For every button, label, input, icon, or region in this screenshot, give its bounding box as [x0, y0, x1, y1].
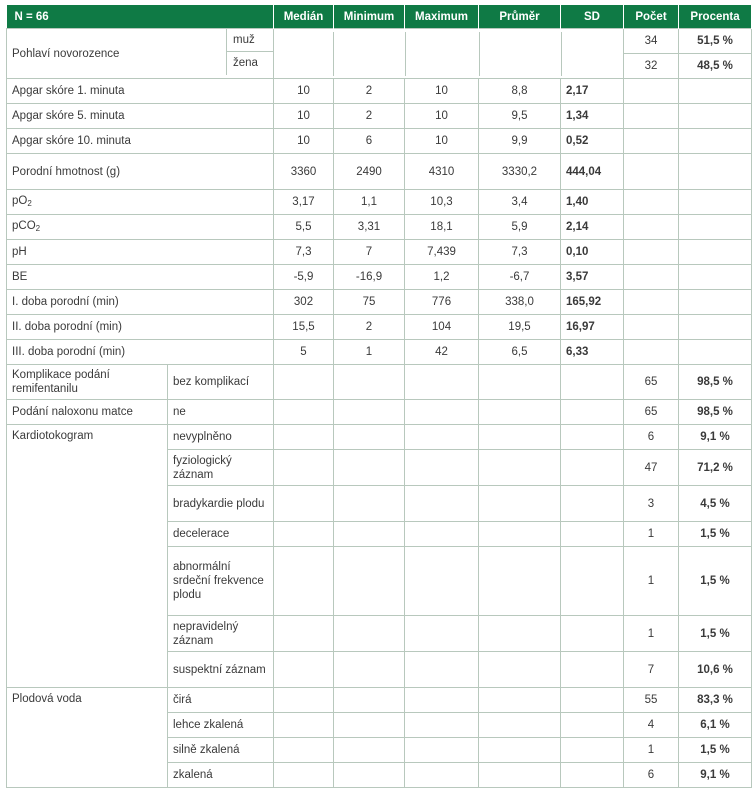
percent-cell: 98,5 %	[679, 365, 752, 400]
mean-cell: 8,8	[479, 79, 561, 104]
max-cell: 776	[405, 290, 479, 315]
median-cell: 7,3	[274, 240, 334, 265]
median-cell: 5,5	[274, 215, 334, 240]
percent-cell: 1,5 %	[679, 738, 752, 763]
sub-label: lehce zkalená	[168, 713, 274, 738]
percent-cell: 51,5 %	[679, 29, 752, 54]
max-cell: 10,3	[405, 190, 479, 215]
min-cell: 3,31	[334, 215, 405, 240]
header-median: Medián	[274, 5, 334, 29]
count-cell: 55	[624, 688, 679, 713]
table-row	[7, 265, 752, 290]
row-label: III. doba porodní (min)	[7, 340, 274, 365]
count-cell	[624, 340, 679, 365]
row-label	[7, 190, 274, 215]
percent-cell	[679, 79, 752, 104]
percent-cell: 4,5 %	[679, 486, 752, 522]
mean-cell: 7,3	[479, 240, 561, 265]
row-label: Kardiotokogram	[7, 425, 168, 688]
row-label: Plodová voda	[7, 688, 168, 788]
header-percent: Procenta	[679, 5, 752, 29]
header-sd: SD	[561, 5, 624, 29]
categorical-table	[6, 364, 752, 788]
header-mean: Průměr	[479, 5, 561, 29]
max-cell: 10	[405, 129, 479, 154]
sub-label: fyziologický záznam	[168, 450, 274, 486]
sub-label: muž	[227, 29, 274, 52]
sd-cell: 2,17	[561, 79, 624, 104]
sd-cell: 1,40	[561, 190, 624, 215]
sub-label: decelerace	[168, 522, 274, 547]
min-cell: 2	[334, 104, 405, 129]
min-cell: 2	[334, 79, 405, 104]
percent-cell	[679, 315, 752, 340]
median-cell: 10	[274, 104, 334, 129]
count-cell	[624, 154, 679, 190]
mean-cell: 3,4	[479, 190, 561, 215]
percent-cell	[679, 190, 752, 215]
sd-cell: 0,52	[561, 129, 624, 154]
percent-cell	[679, 265, 752, 290]
percent-cell: 10,6 %	[679, 652, 752, 688]
median-cell: 302	[274, 290, 334, 315]
percent-cell	[679, 290, 752, 315]
percent-cell: 71,2 %	[679, 450, 752, 486]
count-cell: 1	[624, 547, 679, 616]
count-cell: 1	[624, 616, 679, 652]
sub-label: žena	[233, 57, 258, 69]
row-label: BE	[7, 265, 274, 290]
sub-label: ne	[168, 400, 274, 425]
count-cell: 1	[624, 522, 679, 547]
row-label: Podání naloxonu matce	[7, 400, 168, 425]
row-label: Apgar skóre 5. minuta	[7, 104, 274, 129]
table-row	[7, 340, 752, 365]
sub-label: nepravidelný záznam	[168, 616, 274, 652]
row-label: Apgar skóre 10. minuta	[7, 129, 274, 154]
table-row	[7, 240, 752, 265]
percent-cell: 6,1 %	[679, 713, 752, 738]
mean-cell: 9,9	[479, 129, 561, 154]
count-cell: 65	[624, 365, 679, 400]
subscript: 2	[27, 198, 32, 208]
row-label: Porodní hmotnost (g)	[7, 154, 274, 190]
percent-cell: 1,5 %	[679, 547, 752, 616]
percent-cell: 98,5 %	[679, 400, 752, 425]
sd-cell: 1,34	[561, 104, 624, 129]
table-row	[7, 190, 752, 215]
table-row	[7, 29, 752, 54]
sd-cell: 16,97	[561, 315, 624, 340]
count-cell: 65	[624, 400, 679, 425]
count-cell: 32	[624, 54, 679, 79]
count-cell: 3	[624, 486, 679, 522]
sd-cell: 165,92	[561, 290, 624, 315]
percent-cell	[679, 154, 752, 190]
count-cell: 34	[624, 29, 679, 54]
sub-label: suspektní záznam	[168, 652, 274, 688]
count-cell	[624, 265, 679, 290]
table-row	[7, 290, 752, 315]
count-cell	[624, 215, 679, 240]
mean-cell: 3330,2	[479, 154, 561, 190]
sd-cell: 6,33	[561, 340, 624, 365]
min-cell: 75	[334, 290, 405, 315]
sub-label: nevyplněno	[168, 425, 274, 450]
count-cell	[624, 290, 679, 315]
mean-cell: 6,5	[479, 340, 561, 365]
data-table-container	[6, 5, 751, 788]
row-label	[7, 215, 274, 240]
count-cell	[624, 129, 679, 154]
count-cell: 6	[624, 763, 679, 788]
row-label-text: Pohlaví novorozence	[12, 47, 120, 60]
table-row	[7, 215, 752, 240]
sub-label: silně zkalená	[168, 738, 274, 763]
min-cell: 6	[334, 129, 405, 154]
count-cell: 4	[624, 713, 679, 738]
percent-cell	[679, 215, 752, 240]
count-cell	[624, 315, 679, 340]
header-row	[7, 5, 752, 29]
sd-cell: 444,04	[561, 154, 624, 190]
sex-sub-column	[226, 29, 274, 75]
median-cell: 3,17	[274, 190, 334, 215]
mean-cell: 5,9	[479, 215, 561, 240]
sub-label: čirá	[168, 688, 274, 713]
row-label-text: pCO	[12, 219, 36, 232]
median-cell: -5,9	[274, 265, 334, 290]
table-row	[7, 154, 752, 190]
table-row	[7, 365, 752, 400]
median-cell: 5	[274, 340, 334, 365]
count-cell	[624, 240, 679, 265]
table-row	[7, 129, 752, 154]
max-cell: 18,1	[405, 215, 479, 240]
count-cell	[624, 104, 679, 129]
sd-cell: 0,10	[561, 240, 624, 265]
header-maximum: Maximum	[405, 5, 479, 29]
row-label: Apgar skóre 1. minuta	[7, 79, 274, 104]
sub-label: zkalená	[168, 763, 274, 788]
sd-cell: 2,14	[561, 215, 624, 240]
table-row	[7, 688, 752, 713]
count-cell	[624, 190, 679, 215]
max-cell: 10	[405, 104, 479, 129]
statistics-table-body	[6, 78, 752, 365]
header-n: N = 66	[7, 5, 274, 29]
mean-cell: 9,5	[479, 104, 561, 129]
percent-cell	[679, 340, 752, 365]
sub-label: abnormální srdeční frekvence plodu	[168, 547, 274, 616]
subscript: 2	[35, 223, 41, 233]
percent-cell: 48,5 %	[679, 54, 752, 79]
percent-cell: 1,5 %	[679, 616, 752, 652]
median-cell: 3360	[274, 154, 334, 190]
row-label: II. doba porodní (min)	[7, 315, 274, 340]
percent-cell: 9,1 %	[679, 425, 752, 450]
count-cell: 47	[624, 450, 679, 486]
mean-cell: -6,7	[479, 265, 561, 290]
count-cell	[624, 79, 679, 104]
min-cell: 2490	[334, 154, 405, 190]
row-label-text: pO	[12, 194, 28, 207]
header-minimum: Minimum	[334, 5, 405, 29]
max-cell: 42	[405, 340, 479, 365]
table-row	[7, 79, 752, 104]
percent-cell	[679, 129, 752, 154]
header-count: Počet	[624, 5, 679, 29]
median-cell: 15,5	[274, 315, 334, 340]
count-cell: 6	[624, 425, 679, 450]
count-cell: 7	[624, 652, 679, 688]
count-cell: 1	[624, 738, 679, 763]
row-label: pH	[7, 240, 274, 265]
percent-cell: 83,3 %	[679, 688, 752, 713]
table-row	[7, 315, 752, 340]
min-cell: 7	[334, 240, 405, 265]
min-cell: 1	[334, 340, 405, 365]
table-row	[7, 425, 752, 450]
sub-label: bradykardie plodu	[168, 486, 274, 522]
percent-cell	[679, 104, 752, 129]
table-row	[7, 104, 752, 129]
max-cell: 10	[405, 79, 479, 104]
max-cell: 1,2	[405, 265, 479, 290]
statistics-table	[6, 5, 752, 79]
row-label: Komplikace podání remifentanilu	[7, 365, 168, 400]
min-cell: 1,1	[334, 190, 405, 215]
median-cell: 10	[274, 79, 334, 104]
max-cell: 7,439	[405, 240, 479, 265]
percent-cell: 9,1 %	[679, 763, 752, 788]
min-cell: -16,9	[334, 265, 405, 290]
table-row	[7, 400, 752, 425]
median-cell: 10	[274, 129, 334, 154]
sd-cell: 3,57	[561, 265, 624, 290]
max-cell: 4310	[405, 154, 479, 190]
row-label: I. doba porodní (min)	[7, 290, 274, 315]
percent-cell: 1,5 %	[679, 522, 752, 547]
sub-label: bez komplikací	[168, 365, 274, 400]
percent-cell	[679, 240, 752, 265]
max-cell: 104	[405, 315, 479, 340]
empty-stats	[274, 29, 624, 79]
mean-cell: 19,5	[479, 315, 561, 340]
mean-cell: 338,0	[479, 290, 561, 315]
min-cell: 2	[334, 315, 405, 340]
